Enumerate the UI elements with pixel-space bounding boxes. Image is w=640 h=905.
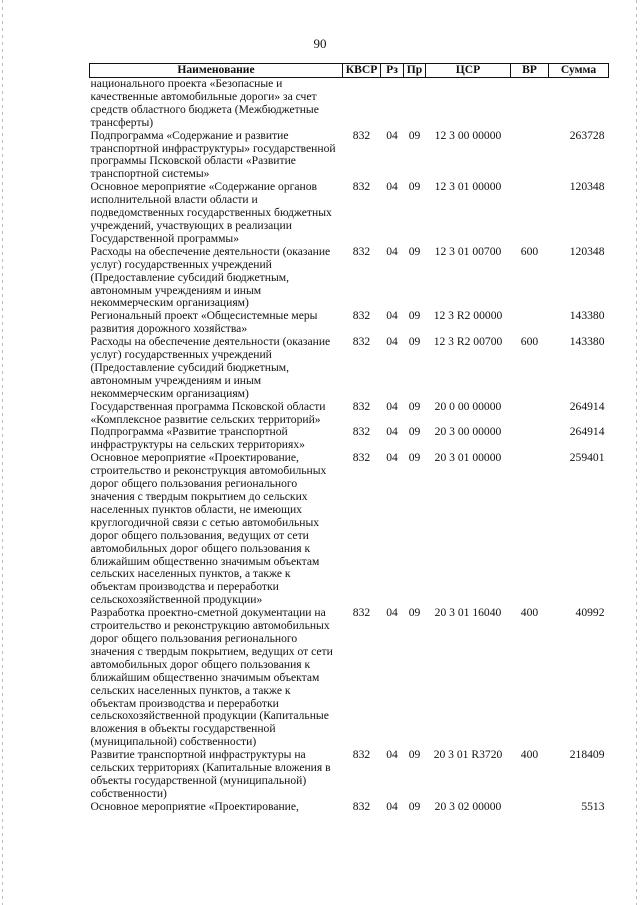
- scan-edge-left: [2, 0, 3, 905]
- column-header-csr: ЦСР: [426, 64, 511, 78]
- table-row: [90, 801, 609, 814]
- row-vr: [511, 78, 549, 130]
- row-csr: 20 3 01 16040: [434, 606, 502, 620]
- row-csr: [426, 78, 511, 130]
- table-row: [90, 426, 609, 452]
- page-number: 90: [313, 36, 327, 51]
- row-vr: [511, 426, 549, 452]
- row-kvsr: 832: [352, 451, 371, 465]
- row-vr: 600: [520, 335, 539, 349]
- row-name: Расходы на обеспечение деятельности (оказание услуг) государственных учреждений (Предоставление субсидий бюджетным, автономным учреждениям и иным некоммерческим организациям): [90, 335, 331, 400]
- row-rz: [381, 78, 404, 130]
- row-kvsr: 832: [352, 425, 371, 439]
- row-sum: 259401: [569, 451, 605, 465]
- row-sum: 120348: [569, 180, 605, 194]
- row-rz: 04: [386, 748, 398, 762]
- row-rz: 04: [386, 180, 398, 194]
- row-sum: 264914: [569, 425, 605, 439]
- row-name: Развитие транспортной инфраструктуры на сельских территориях (Капитальные вложения в объекты государственной (муниципальной) собственности): [90, 748, 331, 800]
- row-rz: 04: [386, 335, 398, 349]
- row-name: Подпрограмма «Содержание и развитие транспортной инфраструктуры» государственной программы Псковской области «Развитие транспортной системы»: [90, 128, 336, 181]
- row-vr: [511, 452, 549, 607]
- table-row: [90, 607, 609, 749]
- column-header-sum: Сумма: [549, 64, 609, 78]
- row-kvsr: 832: [352, 399, 371, 413]
- row-pr: 09: [408, 128, 421, 142]
- table-row: [90, 78, 609, 130]
- row-pr: 09: [408, 451, 421, 465]
- row-kvsr: 832: [352, 799, 371, 813]
- row-csr: 20 0 00 00000: [434, 399, 502, 413]
- row-csr: 12 3 01 00700: [434, 244, 502, 258]
- row-name: Основное мероприятие «Проектирование, строительство и реконструкция автомобильных дорог общего пользования регионального значения с твердым покрытием до сельских населенных пунктов области, не имеющих круглогодичной связи с сетью автомобильных дорог общего пользования, ведущих от сети автомобильных дорог общего пользования к ближайшим общественно значимым объектам сельских населенных пунктов, а также к объектам производства и переработки сельскохозяйственной продукции»: [90, 451, 327, 607]
- row-name: Основное мероприятие «Содержание органов исполнительной власти области и подведомственных государственных бюджетных учреждений, участвующих в реализации Государственной программы»: [90, 180, 332, 245]
- row-vr: 600: [520, 244, 539, 258]
- row-name: Разработка проектно-сметной документации на строительство и реконструкцию автомобильных дорог общего пользования регионального значения с твердым покрытием, ведущих от сети автомобильных дорог общего пользования к ближайшим общественно значимым объектам сельских населенных пунктов, а также к объектам производства и переработки сельскохозяйственной продукции (Капитальные вложения в объекты государственной (муниципальной) собственности): [90, 606, 333, 749]
- row-pr: 09: [408, 180, 421, 194]
- row-sum: 143380: [569, 309, 605, 323]
- row-kvsr: 832: [352, 180, 371, 194]
- row-csr: 20 3 01 R3720: [433, 748, 503, 762]
- table-row: [90, 181, 609, 246]
- row-rz: 04: [386, 799, 398, 813]
- row-rz: 04: [386, 244, 398, 258]
- row-sum: 143380: [569, 335, 605, 349]
- row-pr: 09: [408, 309, 421, 323]
- column-header-vr: ВР: [511, 64, 549, 78]
- row-sum: 40992: [575, 606, 605, 620]
- row-pr: 09: [408, 748, 421, 762]
- row-sum: 263728: [569, 128, 605, 142]
- row-vr: [511, 401, 549, 427]
- row-pr: 09: [408, 399, 421, 413]
- row-rz: 04: [386, 425, 398, 439]
- row-kvsr: 832: [352, 335, 371, 349]
- row-kvsr: [343, 78, 381, 130]
- row-csr: 12 3 01 00000: [434, 180, 502, 194]
- row-name: Подпрограмма «Развитие транспортной инфраструктуры на сельских территориях»: [90, 425, 305, 452]
- row-rz: 04: [386, 451, 398, 465]
- row-vr: 400: [520, 748, 539, 762]
- row-name: Расходы на обеспечение деятельности (оказание услуг) государственных учреждений (Предоставление субсидий бюджетным, автономным учреждениям и иным некоммерческим организациям): [90, 244, 331, 310]
- table-row: [90, 401, 609, 427]
- table-row: [90, 452, 609, 607]
- row-vr: [511, 181, 549, 246]
- table-row: [90, 749, 609, 801]
- row-rz: 04: [386, 309, 398, 323]
- row-rz: 04: [386, 399, 398, 413]
- row-rz: 04: [386, 128, 398, 142]
- table-row: [90, 246, 609, 311]
- row-pr: 09: [408, 606, 421, 620]
- table-header-row: [90, 64, 609, 78]
- row-sum: 5513: [581, 799, 605, 813]
- table-row: [90, 336, 609, 401]
- row-pr: 09: [408, 799, 421, 813]
- budget-table: [89, 63, 609, 814]
- column-header-kvsr: КВСР: [343, 64, 381, 78]
- row-rz: 04: [386, 606, 398, 620]
- row-name: Государственная программа Псковской области «Комплексное развитие сельских территорий»: [90, 399, 326, 426]
- column-header-rz: Рз: [381, 64, 404, 78]
- row-sum: 120348: [569, 244, 605, 258]
- row-kvsr: 832: [352, 244, 371, 258]
- row-csr: 12 3 00 00000: [434, 128, 502, 142]
- row-csr: 20 3 00 00000: [434, 425, 502, 439]
- row-csr: 12 3 R2 00700: [433, 335, 503, 349]
- row-pr: 09: [408, 425, 421, 439]
- row-pr: 09: [408, 244, 421, 258]
- row-name: Региональный проект «Общесистемные меры развития дорожного хозяйства»: [90, 309, 318, 336]
- column-header-pr: Пр: [404, 64, 426, 78]
- row-vr: [511, 310, 549, 336]
- row-name: Основное мероприятие «Проектирование,: [90, 799, 299, 813]
- row-pr: [404, 78, 426, 130]
- row-vr: [511, 130, 549, 182]
- row-vr: [511, 801, 549, 814]
- row-kvsr: 832: [352, 128, 371, 142]
- row-csr: 20 3 02 00000: [434, 799, 502, 813]
- column-header-name: Наименование: [90, 64, 343, 78]
- row-kvsr: 832: [352, 309, 371, 323]
- row-kvsr: 832: [352, 606, 371, 620]
- row-sum: [549, 78, 609, 130]
- scan-edge-right: [636, 0, 637, 905]
- row-csr: 12 3 R2 00000: [433, 309, 503, 323]
- row-pr: 09: [408, 335, 421, 349]
- table-row: [90, 130, 609, 182]
- row-kvsr: 832: [352, 748, 371, 762]
- row-vr: 400: [520, 606, 539, 620]
- row-name: национального проекта «Безопасные и качественные автомобильные дороги» за счет средств областного бюджета (Межбюджетные трансферты): [90, 77, 319, 129]
- row-sum: 264914: [569, 399, 605, 413]
- row-sum: 218409: [569, 748, 605, 762]
- row-csr: 20 3 01 00000: [434, 451, 502, 465]
- table-row: [90, 310, 609, 336]
